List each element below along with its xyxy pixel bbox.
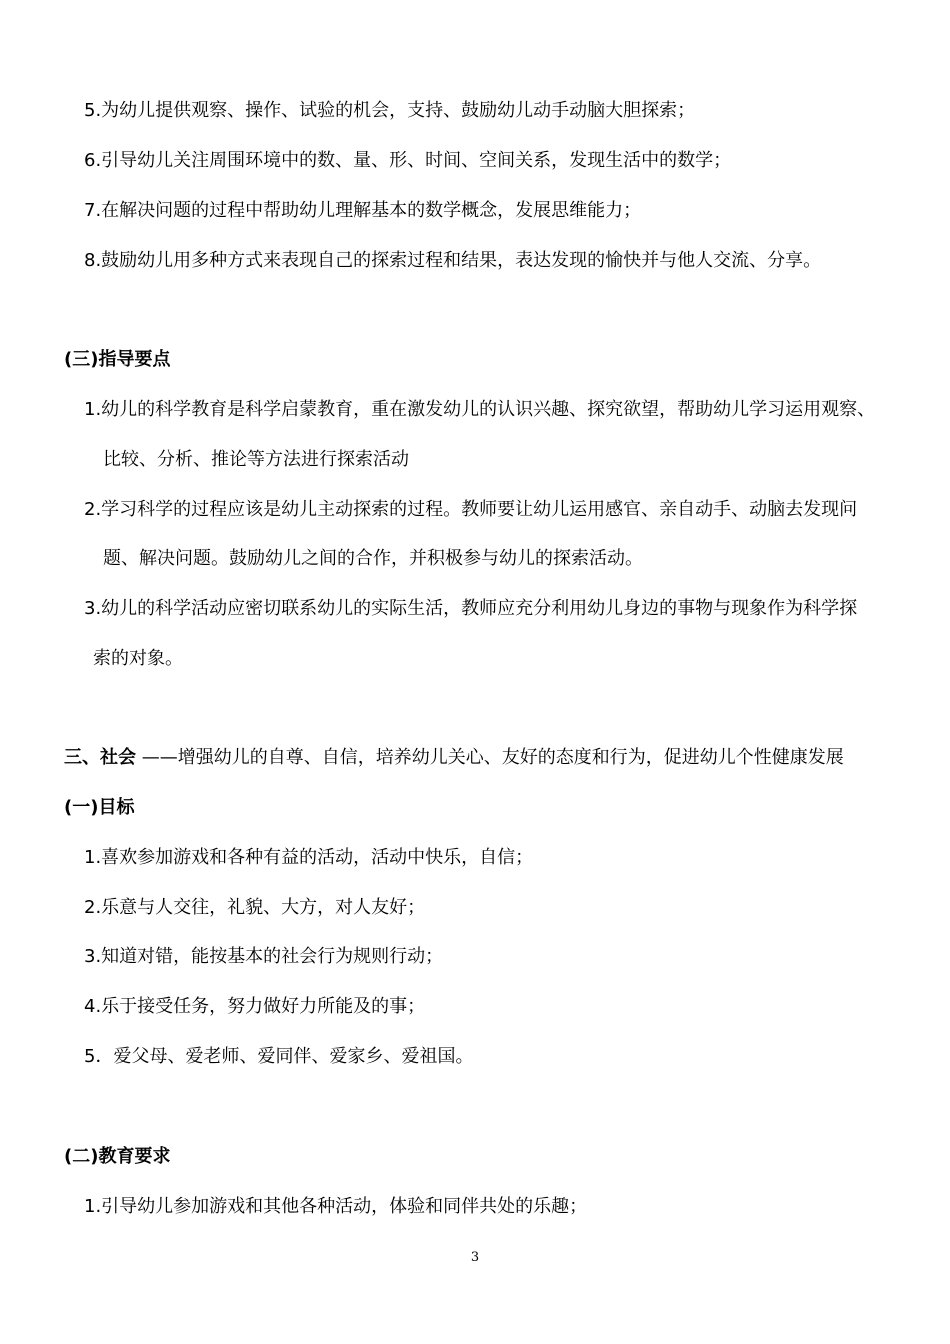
guidance-point-3-line2: 索的对象。	[93, 648, 183, 669]
science-goal-8: 8.鼓励幼儿用多种方式来表现自己的探索过程和结果，表达发现的愉快并与他人交流、分享。	[84, 250, 822, 271]
science-goal-7: 7.在解决问题的过程中帮助幼儿理解基本的数学概念，发展思维能力；	[84, 200, 642, 221]
guidance-point-1-line2: 比较、分析、推论等方法进行探索活动	[103, 449, 409, 470]
science-goal-5: 5.为幼儿提供观察、操作、试验的机会，支持、鼓励幼儿动手动脑大胆探索；	[84, 100, 696, 121]
guidance-point-3-line1: 3.幼儿的科学活动应密切联系幼儿的实际生活，教师应充分利用幼儿身边的事物与现象作为科学探	[84, 598, 858, 619]
page-number: 3	[470, 1250, 480, 1265]
social-goal-1: 1.喜欢参加游戏和各种有益的活动，活动中快乐，自信；	[84, 847, 534, 868]
science-goal-6: 6.引导幼儿关注周围环境中的数、量、形、时间、空间关系，发现生活中的数学；	[84, 150, 732, 171]
social-requirement-1: 1.引导幼儿参加游戏和其他各种活动，体验和同伴共处的乐趣；	[84, 1196, 588, 1217]
social-section-title: 三、社会	[64, 747, 136, 768]
social-section-desc: ——增强幼儿的自尊、自信，培养幼儿关心、友好的态度和行为，促进幼儿个性健康发展	[136, 747, 844, 768]
social-goals-heading: (一)目标	[64, 797, 135, 818]
social-goal-5: 5．爱父母、爱老师、爱同伴、爱家乡、爱祖国。	[84, 1046, 474, 1067]
social-goal-3: 3.知道对错，能按基本的社会行为规则行动；	[84, 946, 444, 967]
social-goal-4: 4.乐于接受任务，努力做好力所能及的事；	[84, 996, 426, 1017]
social-goal-2: 2.乐意与人交往，礼貌、大方，对人友好；	[84, 897, 426, 918]
social-requirements-heading: (二)教育要求	[64, 1146, 171, 1167]
guidance-point-2-line2: 题、解决问题。鼓励幼儿之间的合作，并积极参与幼儿的探索活动。	[103, 548, 643, 569]
guidance-point-1-line1: 1.幼儿的科学教育是科学启蒙教育，重在激发幼儿的认识兴趣、探究欲望，帮助幼儿学习运用观察、	[84, 399, 876, 420]
guidance-point-2-line1: 2.学习科学的过程应该是幼儿主动探索的过程。教师要让幼儿运用感官、亲自动手、动脑去发现问	[84, 499, 858, 520]
guidance-heading: (三)指导要点	[64, 349, 171, 370]
social-section-heading	[64, 746, 844, 770]
